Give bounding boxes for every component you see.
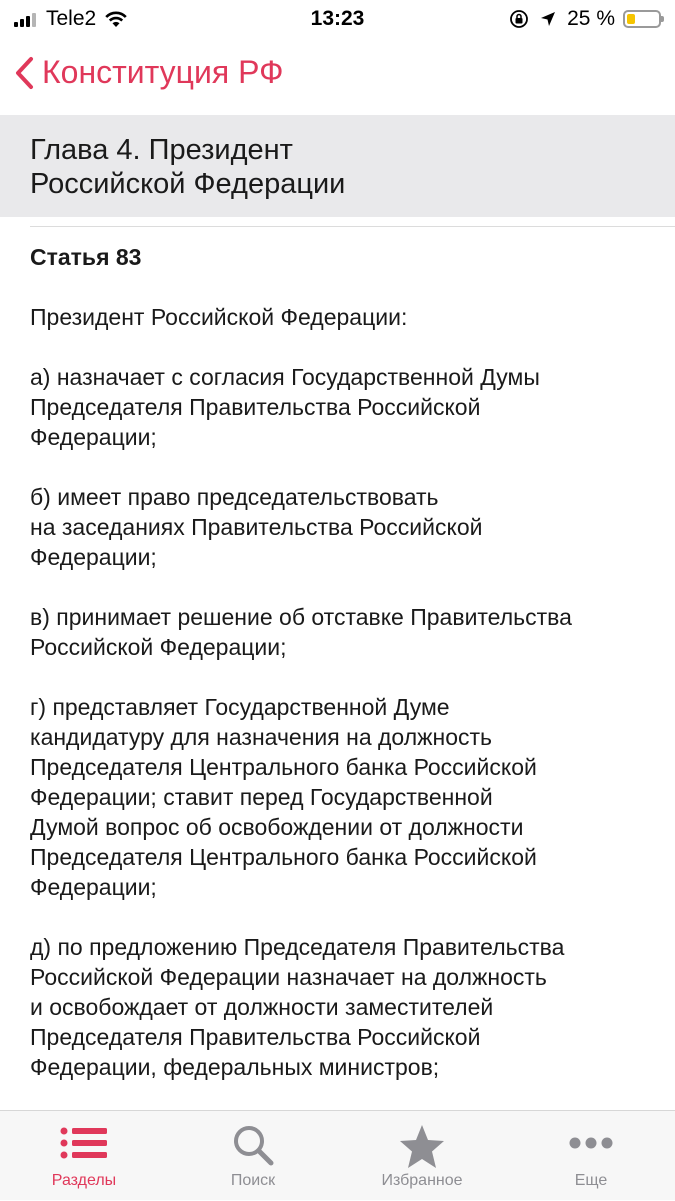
tab-favorites[interactable] [338,1111,506,1201]
article-content [30,242,660,1112]
article-clause-g: г) представляет Государственной Думе кандидатуру для назначения на должность Председателя Центрального банка Российской Федерации; ставит перед Государственной Думой вопрос об освобождении от должности Председателя Центрального банка Российской Федерации; [30,694,537,900]
more-icon [568,1123,614,1163]
chevron-left-icon [14,56,34,90]
article-intro: Президент Российской Федерации: [30,304,408,330]
tab-bar [0,1110,675,1200]
orientation-lock-icon [509,9,529,29]
carrier-name: Tele2 [46,7,97,30]
tab-search[interactable] [169,1111,337,1201]
back-button[interactable] [14,54,283,91]
status-right [509,7,661,31]
back-label: Конституция РФ [42,54,284,90]
tab-label-favorites: Избранное [381,1172,463,1189]
search-icon [231,1123,275,1167]
status-bar [0,0,675,38]
article-clause-a: а) назначает с согласия Государственной Думы Председателя Правительства Российской Федерации; [30,364,540,450]
tab-more[interactable] [507,1111,675,1201]
chapter-title: Глава 4. Президент Российской Федерации [30,134,346,200]
header-divider [30,226,675,227]
article-title: Статья 83 [30,244,142,270]
article-clause-b: б) имеет право председательствовать на заседаниях Правительства Российской Федерации; [30,484,483,570]
tab-label-sections: Разделы [51,1172,117,1189]
navigation-bar [0,38,675,114]
battery-icon [623,10,661,28]
status-time: 13:23 [310,7,365,30]
location-arrow-icon [539,10,557,28]
tab-sections[interactable] [0,1111,168,1201]
list-icon [59,1123,109,1163]
chapter-header [0,115,675,217]
tab-label-more: Еще [574,1172,608,1189]
article-clause-d: д) по предложению Председателя Правительства Российской Федерации назначает на должность и освобождает от должности заместителей Председателя Правительства Российской Федерации, федеральных министров; [30,934,565,1080]
article-clause-v: в) принимает решение об отставке Правительства Российской Федерации; [30,604,572,660]
tab-label-search: Поиск [230,1172,276,1189]
star-icon [397,1123,447,1171]
battery-percent: 25 % [567,7,615,30]
